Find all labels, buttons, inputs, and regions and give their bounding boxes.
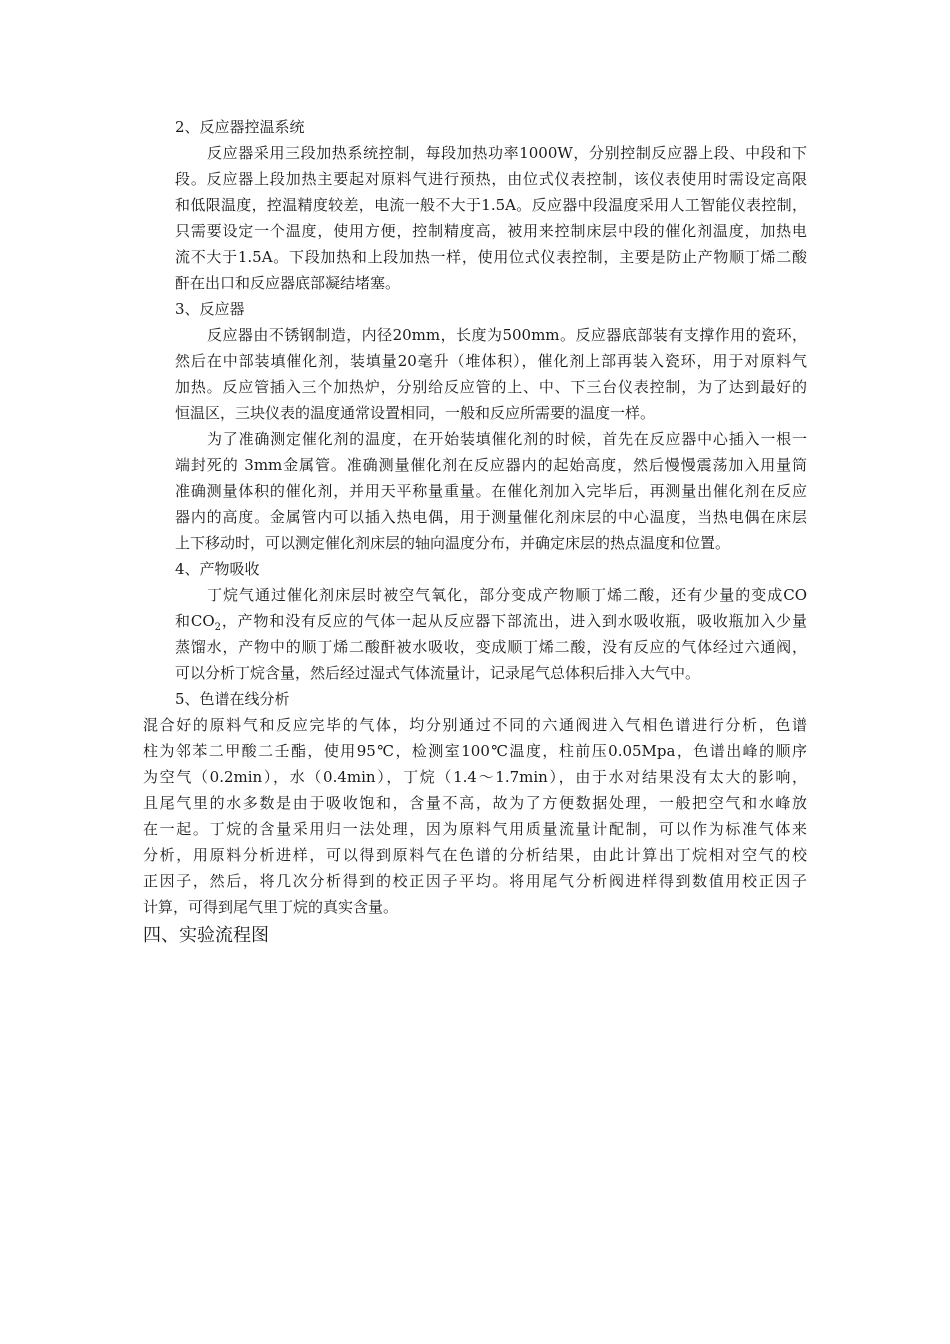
- text-line: 柱为邻苯二甲酸二壬酯，使用95℃，检测室100℃温度，柱前压0.05Mpa，色谱出峰的顺序: [143, 742, 807, 760]
- text-line: 正因子，然后，将几次分析得到的校正因子平均。将用尾气分析阀进样得到数值用校正因子: [143, 872, 807, 890]
- text-line: 恒温区，三块仪表的温度通常设置相同，一般和反应所需要的温度一样。: [175, 404, 656, 422]
- section-3-heading: 3、反应器: [175, 300, 245, 318]
- text-line: 反应器由不锈钢制造，内径20mm，长度为500mm。反应器底部装有支撑作用的瓷环，: [207, 326, 807, 344]
- section-2-heading: 2、反应器控温系统: [175, 118, 305, 136]
- section-4-heading: 4、产物吸收: [175, 560, 260, 578]
- section-5-paragraph: [143, 712, 807, 920]
- text-line: 器内的高度。金属管内可以插入热电偶，用于测量催化剂床层的中心温度，当热电偶在床层: [175, 508, 807, 526]
- flow-chart-section-title: 四、实验流程图: [143, 925, 269, 946]
- text-line-with-subscript: [143, 608, 807, 634]
- section-3-paragraph-2: [143, 426, 807, 556]
- text-line: 加热。反应管插入三个加热炉，分别给反应管的上、中、下三台仪表控制，为了达到最好的: [175, 378, 807, 396]
- text-line: 混合好的原料气和反应完毕的气体，均分别通过不同的六通阀进入气相色谱进行分析，色谱: [143, 716, 807, 734]
- document-page: [143, 114, 807, 950]
- text-fragment: 和CO: [175, 612, 215, 630]
- text-line: 上下移动时，可以测定催化剂床层的轴向温度分布，并确定床层的热点温度和位置。: [175, 534, 731, 552]
- text-line: 流不大于1.5A。下段加热和上段加热一样，使用位式仪表控制，主要是防止产物顺丁烯二酸: [175, 248, 807, 266]
- text-line: 端封死的 3mm金属管。准确测量催化剂在反应器内的起始高度，然后慢慢震荡加入用量筒: [175, 456, 807, 474]
- text-line: 和低限温度，控温精度较差，电流一般不大于1.5A。反应器中段温度采用人工智能仪表控制，: [175, 196, 807, 214]
- section-3-paragraph-1: [143, 322, 807, 426]
- subscript: 2: [214, 622, 221, 633]
- text-line: 丁烷气通过催化剂床层时被空气氧化，部分变成产物顺丁烯二酸，还有少量的变成CO: [207, 586, 807, 604]
- text-line: 只需要设定一个温度，使用方便，控制精度高，被用来控制床层中段的催化剂温度，加热电: [175, 222, 807, 240]
- text-line: 准确测量体积的催化剂，并用天平称量重量。在催化剂加入完毕后，再测量出催化剂在反应: [175, 482, 807, 500]
- text-line: 蒸馏水，产物中的顺丁烯二酸酐被水吸收，变成顺丁烯二酸，没有反应的气体经过六通阀，: [175, 638, 807, 656]
- section-5-heading: 5、色谱在线分析: [175, 690, 290, 708]
- text-line: 段。反应器上段加热主要起对原料气进行预热，由位式仪表控制，该仪表使用时需设定高限: [175, 170, 807, 188]
- text-line: 计算，可得到尾气里丁烷的真实含量。: [143, 898, 399, 916]
- text-line: 反应器采用三段加热系统控制，每段加热功率1000W，分别控制反应器上段、中段和下: [207, 144, 807, 162]
- text-line: 在一起。丁烷的含量采用归一法处理，因为原料气用质量流量计配制，可以作为标准气体来: [143, 820, 807, 838]
- text-line: 为了准确测定催化剂的温度，在开始装填催化剂的时候，首先在反应器中心插入一根一: [207, 430, 807, 448]
- text-fragment: ，产物和没有反应的气体一起从反应器下部流出，进入到水吸收瓶，吸收瓶加入少量: [221, 612, 807, 630]
- text-line: 为空气（0.2min），水（0.4min），丁烷（1.4～1.7min），由于水对结果没有太大的影响，: [143, 768, 807, 786]
- section-4-paragraph: [143, 582, 807, 686]
- text-line: 分析，用原料分析进样，可以得到原料气在色谱的分析结果，由此计算出丁烷相对空气的校: [143, 846, 807, 864]
- text-line: 酐在出口和反应器底部凝结堵塞。: [175, 274, 401, 292]
- text-line: 可以分析丁烷含量，然后经过湿式气体流量计，记录尾气总体积后排入大气中。: [175, 664, 701, 682]
- text-line: 且尾气里的水多数是由于吸收饱和，含量不高，故为了方便数据处理，一般把空气和水峰放: [143, 794, 807, 812]
- section-2-paragraph: [143, 140, 807, 296]
- text-line: 然后在中部装填催化剂，装填量20毫升（堆体积），催化剂上部再装入瓷环，用于对原料气: [175, 352, 807, 370]
